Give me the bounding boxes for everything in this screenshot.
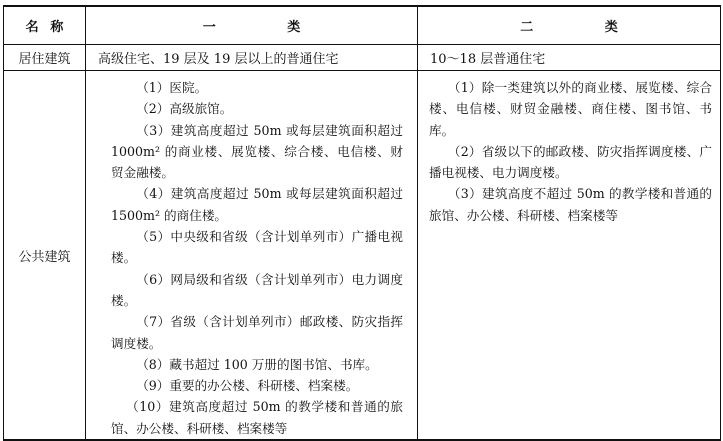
list-item: （5）中央级和省级（含计划单列市）广播电视楼。	[111, 229, 403, 266]
public-label: 公共建筑	[4, 71, 86, 441]
residential-class-one: 高级住宅、19 层及 19 层以上的普通住宅	[86, 45, 418, 71]
public-row	[4, 71, 721, 441]
list-item: （6）网局级和省级（含计划单列市）电力调度楼。	[111, 271, 403, 308]
public-class-one-list	[86, 71, 417, 439]
header-class-one: 一类	[86, 6, 418, 45]
list-item: （10）建筑高度超过 50m 的教学楼和普通的旅馆、办公楼、科研楼、档案楼等	[111, 399, 403, 436]
list-item: （9）重要的办公楼、科研楼、档案楼。	[136, 378, 359, 394]
list-item: （3）建筑高度不超过 50m 的教学楼和普通的旅馆、办公楼、科研楼、档案楼等	[429, 186, 712, 223]
list-item: （2）省级以下的邮政楼、防灾指挥调度楼、广播电视楼、电力调度楼。	[429, 143, 712, 181]
residential-label: 居住建筑	[4, 45, 86, 71]
list-item: （1）除一类建筑以外的商业楼、展览楼、综合楼、电信楼、财贸金融楼、商住楼、图书馆、书库。	[429, 80, 712, 138]
residential-row	[4, 45, 721, 71]
public-class-two-list	[418, 71, 720, 226]
header-name: 名称	[4, 6, 86, 45]
header-row	[4, 6, 721, 45]
list-item: （4）建筑高度超过 50m 或每层建筑面积超过 1500m² 的商住楼。	[111, 186, 403, 223]
public-class-two	[418, 71, 721, 441]
header-class-two: 二类	[418, 6, 721, 45]
list-item: （2）高级旅馆。	[136, 101, 233, 117]
list-item: （8）藏书超过 100 万册的图书馆、书库。	[136, 356, 378, 372]
list-item: （7）省级（含计划单列市）邮政楼、防灾指挥调度楼。	[111, 314, 403, 351]
residential-class-two: 10～18 层普通住宅	[418, 45, 721, 71]
list-item: （1）医院。	[136, 80, 208, 95]
building-classification-table	[3, 5, 721, 441]
list-item: （3）建筑高度超过 50m 或每层建筑面积超过 1000m² 的商业楼、展览楼、综合楼、电信楼、财贸金融楼。	[111, 122, 403, 181]
public-class-one	[86, 71, 418, 441]
